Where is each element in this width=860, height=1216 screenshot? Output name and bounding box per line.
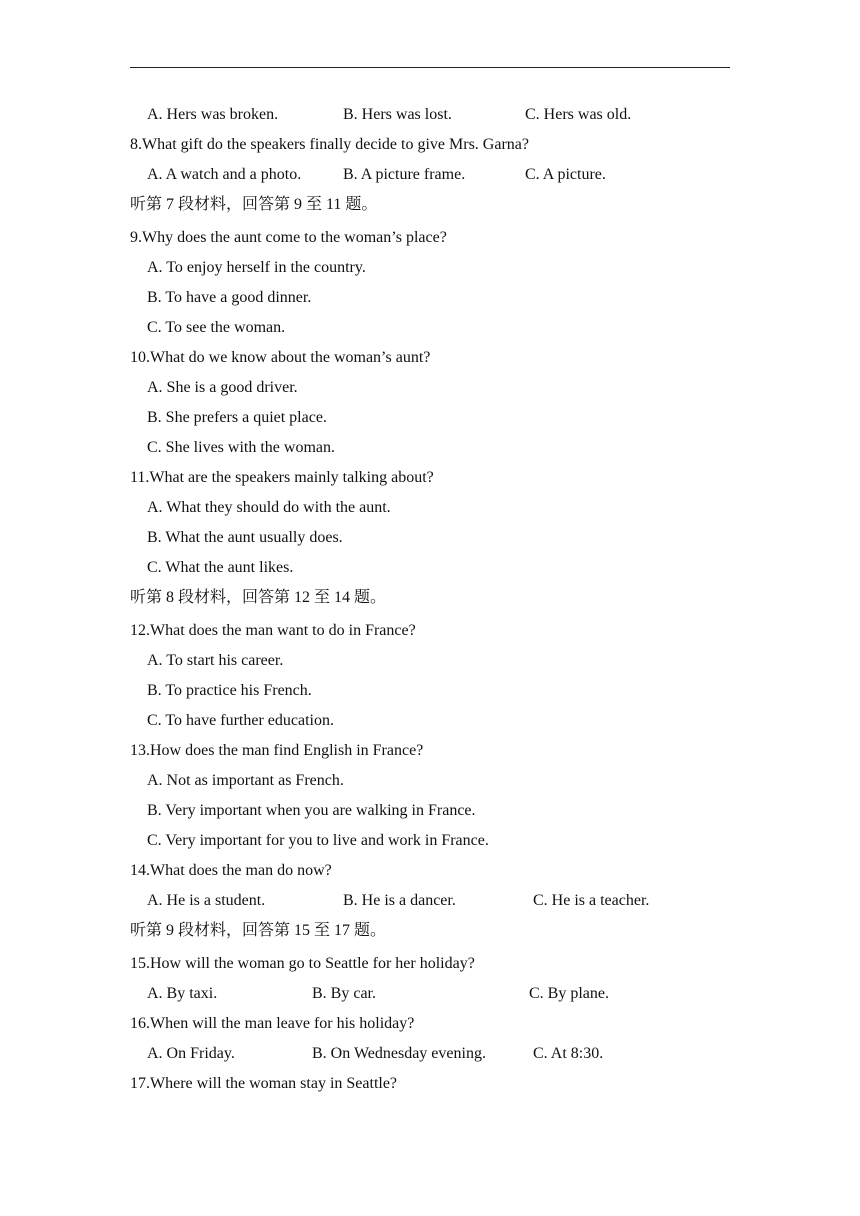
q16-option-b: B. On Wednesday evening.: [312, 1045, 486, 1062]
question-10: 10.What do we know about the woman’s aunt?: [130, 349, 431, 366]
q7-option-a: A. Hers was broken.: [147, 106, 279, 123]
q16-option-a: A. On Friday.: [147, 1045, 235, 1062]
q10-option-a: A. She is a good driver.: [147, 379, 298, 396]
q13-option-a: A. Not as important as French.: [147, 772, 344, 789]
section-heading-7: 听第 7 段材料，回答第 9 至 11 题。: [130, 196, 378, 213]
q12-option-a: A. To start his career.: [147, 652, 284, 669]
q10-option-c: C. She lives with the woman.: [147, 439, 335, 456]
question-17: 17.Where will the woman stay in Seattle?: [130, 1075, 398, 1092]
question-11: 11.What are the speakers mainly talking about?: [130, 469, 434, 486]
q11-option-a: A. What they should do with the aunt.: [147, 499, 391, 516]
q14-option-a: A. He is a student.: [147, 892, 266, 909]
question-14: 14.What does the man do now?: [130, 862, 332, 879]
q9-option-b: B. To have a good dinner.: [147, 289, 312, 306]
q8-option-b: B. A picture frame.: [343, 166, 466, 183]
header-rule: [130, 67, 730, 68]
q15-option-c: C. By plane.: [529, 985, 609, 1002]
q11-option-b: B. What the aunt usually does.: [147, 529, 343, 546]
q10-option-b: B. She prefers a quiet place.: [147, 409, 327, 426]
q15-option-b: B. By car.: [312, 985, 376, 1002]
q16-option-c: C. At 8:30.: [533, 1045, 604, 1062]
section-heading-9: 听第 9 段材料，回答第 15 至 17 题。: [130, 922, 387, 939]
q12-option-b: B. To practice his French.: [147, 682, 312, 699]
q7-option-b: B. Hers was lost.: [343, 106, 452, 123]
q9-option-c: C. To see the woman.: [147, 319, 286, 336]
question-8: 8.What gift do the speakers finally decide to give Mrs. Garna?: [130, 136, 529, 153]
q8-option-c: C. A picture.: [525, 166, 606, 183]
section-heading-8: 听第 8 段材料，回答第 12 至 14 题。: [130, 589, 387, 606]
q13-option-b: B. Very important when you are walking in France.: [147, 802, 476, 819]
q13-option-c: C. Very important for you to live and work in France.: [147, 832, 489, 849]
q14-option-c: C. He is a teacher.: [533, 892, 650, 909]
question-16: 16.When will the man leave for his holiday?: [130, 1015, 415, 1032]
q11-option-c: C. What the aunt likes.: [147, 559, 294, 576]
q15-option-a: A. By taxi.: [147, 985, 218, 1002]
q7-option-c: C. Hers was old.: [525, 106, 632, 123]
question-9: 9.Why does the aunt come to the woman’s place?: [130, 229, 447, 246]
question-15: 15.How will the woman go to Seattle for her holiday?: [130, 955, 475, 972]
q9-option-a: A. To enjoy herself in the country.: [147, 259, 366, 276]
q8-option-a: A. A watch and a photo.: [147, 166, 302, 183]
question-13: 13.How does the man find English in France?: [130, 742, 424, 759]
q12-option-c: C. To have further education.: [147, 712, 334, 729]
q14-option-b: B. He is a dancer.: [343, 892, 456, 909]
question-12: 12.What does the man want to do in France?: [130, 622, 416, 639]
